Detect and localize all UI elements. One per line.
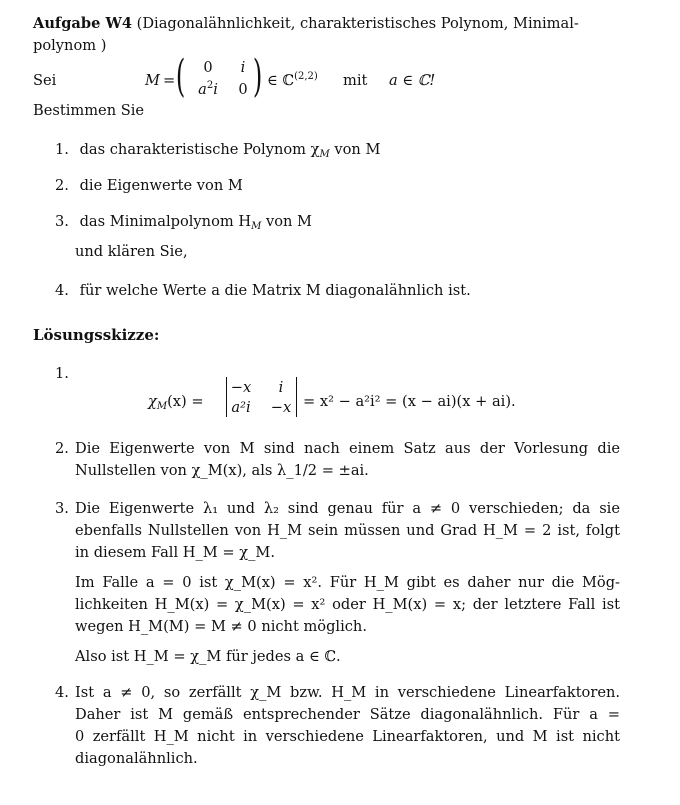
task-4: 4. für welche Werte a die Matrix M diagonalähnlich ist. xyxy=(55,282,471,299)
solution-4-line4: diagonalähnlich. xyxy=(75,750,198,767)
solution-3-number: 3. xyxy=(55,500,69,517)
equals-sign: = xyxy=(163,72,176,89)
solution-4-line3: 0 zerfällt H_M nicht in verschiedene Linearfaktoren, und M ist nicht xyxy=(75,728,620,745)
bestimmen-label: Bestimmen Sie xyxy=(33,102,145,119)
exercise-topic-cont: polynom ) xyxy=(33,37,107,54)
det-cell-22: −x xyxy=(270,399,292,416)
set-membership: ∈ ℂ$^{(2,2)}$ xyxy=(267,71,318,89)
solution-2-line1: Die Eigenwerte von M sind nach einem Satz aus der Vorlesung die xyxy=(75,440,620,457)
solution-3-p3: Also ist H_M = χ_M für jedes a ∈ ℂ. xyxy=(75,648,341,665)
task-3: 3. das Minimalpolynom $H_M$ von M xyxy=(55,213,312,232)
char-poly-lhs: $\chi_M(x)$ = xyxy=(148,393,204,412)
solution-2-number: 2. xyxy=(55,440,69,457)
exercise-label: Aufgabe W4 xyxy=(33,15,132,32)
det-cell-11: −x xyxy=(230,379,252,396)
char-poly-rhs: = x² − a²i² = (x − ai)(x + ai). xyxy=(303,393,516,410)
task-1: 1. das charakteristische Polynom $\chi_M$ von M xyxy=(55,141,381,160)
det-cell-21: a²i xyxy=(231,399,251,416)
matrix-cell-11: 0 xyxy=(203,59,213,76)
sei-label: Sei xyxy=(33,72,57,89)
right-paren: ) xyxy=(252,51,263,102)
solution-3-line3: in diesem Fall H_M = χ_M. xyxy=(75,544,275,561)
det-cell-12: i xyxy=(278,379,284,396)
matrix-cell-22: 0 xyxy=(238,81,248,98)
matrix-cell-21: $a^2i$ xyxy=(198,80,218,98)
task-note: und klären Sie, xyxy=(75,243,188,260)
left-paren: ( xyxy=(175,51,186,102)
solution-4-number: 4. xyxy=(55,684,69,701)
matrix-cell-12: i xyxy=(240,59,246,76)
solution-3-p2-line1: Im Falle a = 0 ist χ_M(x) = x². Für H_M gibt es daher nur die Mög- xyxy=(75,574,620,591)
solution-heading: Lösungsskizze: xyxy=(33,326,160,344)
solution-2-line2: Nullstellen von χ_M(x), als λ_1/2 = ±ai. xyxy=(75,462,369,479)
a-condition: a ∈ ℂ! xyxy=(389,72,436,89)
solution-1-number: 1. xyxy=(55,365,69,382)
det-right-bar xyxy=(296,377,297,417)
solution-3-p2-line2: lichkeiten H_M(x) = χ_M(x) = x² oder H_M(x) = x; der letztere Fall ist xyxy=(75,596,620,613)
task-2: 2. die Eigenwerte von M xyxy=(55,177,243,194)
solution-4-line2: Daher ist M gemäß entsprechender Sätze diagonalähnlich. Für a = xyxy=(75,706,620,723)
exercise-topic: (Diagonalähnlichkeit, charakteristisches Polynom, Minimal- xyxy=(136,15,579,32)
mit-label: mit xyxy=(343,72,368,89)
solution-3-line2: ebenfalls Nullstellen von H_M sein müssen und Grad H_M = 2 ist, folgt xyxy=(75,522,620,539)
solution-3-line1: Die Eigenwerte λ₁ und λ₂ sind genau für a ≠ 0 verschieden; da sie xyxy=(75,500,620,517)
solution-4-line1: Ist a ≠ 0, so zerfällt χ_M bzw. H_M in verschiedene Linearfaktoren. xyxy=(75,684,620,701)
solution-3-p2-line3: wegen H_M(M) = M ≠ 0 nicht möglich. xyxy=(75,618,367,635)
exercise-header xyxy=(33,15,579,32)
matrix-name: M xyxy=(145,72,160,89)
